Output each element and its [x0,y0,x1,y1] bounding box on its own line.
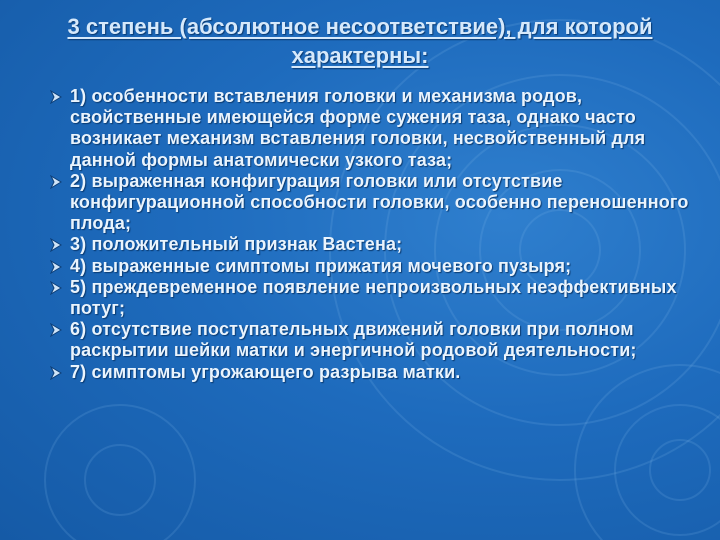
list-item [50,277,700,319]
bullet-list [50,86,700,383]
list-item [50,362,700,383]
list-item [50,319,700,361]
list-item-text: 7) симптомы угрожающего разрыва матки. [70,361,461,382]
list-item-text: 2) выраженная конфигурация головки или отсутствие конфигурационной способности головки, особенно переношенного плода; [70,170,689,234]
arrowhead-bullet-icon [50,366,62,380]
arrowhead-bullet-icon [50,175,62,189]
arrowhead-bullet-icon [50,260,62,274]
list-item [50,171,700,235]
list-item [50,256,700,277]
arrowhead-bullet-icon [50,323,62,337]
list-item-text: 4) выраженные симптомы прижатия мочевого пузыря; [70,255,572,276]
slide-title: 3 степень (абсолютное несоответствие), для которой характерны: [67,14,653,68]
list-item [50,86,700,171]
arrowhead-bullet-icon [50,90,62,104]
list-item-text: 5) преждевременное появление непроизвольных неэффективных потуг; [70,276,677,319]
arrowhead-bullet-icon [50,281,62,295]
list-item [50,234,700,255]
arrowhead-bullet-icon [50,238,62,252]
list-item-text: 3) положительный признак Вастена; [70,234,403,255]
list-item-text: 6) отсутствие поступательных движений головки при полном раскрытии шейки матки и энергичной родовой деятельности; [70,319,637,361]
list-item-text: 1) особенности вставления головки и механизма родов, свойственные имеющейся форме сужения таза, однако часто возникает механизм вставления головки, несвойственный для данной формы анатомически узкого таза; [70,86,646,170]
